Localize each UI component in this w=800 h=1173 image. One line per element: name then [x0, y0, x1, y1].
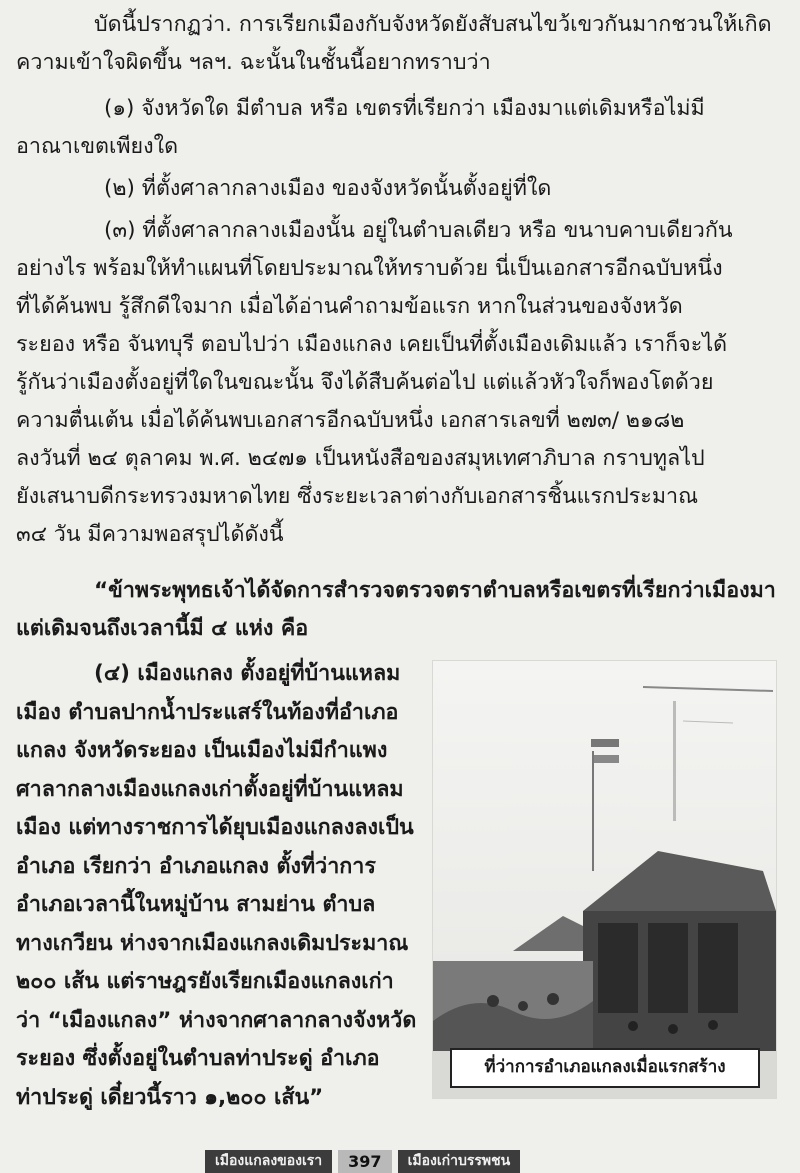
text-line: แกลง จังหวัดระยอง เป็นเมืองไม่มีกำแพง [16, 738, 388, 763]
footer-section-title: เมืองเก่าบรรพชน [398, 1150, 521, 1173]
page-number: 397 [338, 1150, 391, 1173]
text-line: (๒) ที่ตั้งศาลากลางเมือง ของจังหวัดนั้นตั้งอยู่ที่ใด [104, 176, 552, 201]
quote-paragraph [16, 572, 786, 648]
text-line: ศาลากลางเมืองแกลงเก่าตั้งอยู่ที่บ้านแหลม [16, 776, 404, 802]
text-line: ว่า “เมืองแกลง” ห่างจากศาลากลางจังหวัด [16, 1007, 417, 1033]
question-3 [16, 212, 786, 554]
text-line: ที่ได้ค้นพบ รู้สึกดีใจมาก เมื่อได้อ่านคำถามข้อแรก หากในส่วนของจังหวัด [16, 294, 683, 319]
text-line: บัดนี้ปรากฏว่า. การเรียกเมืองกับจังหวัดยังสับสนไขว้เขวกันมากชวนให้เกิด [94, 12, 772, 37]
text-line: ท่าประดู่ เดี๋ยวนี้ราว ๑,๒๐๐ เส้น” [16, 1084, 324, 1110]
text-line: (๔) เมืองแกลง ตั้งอยู่ที่บ้านแหลม [94, 661, 401, 686]
text-line: เมือง แต่ทางราชการได้ยุบเมืองแกลงลงเป็น [16, 815, 414, 840]
question-1 [16, 90, 786, 166]
text-line: อย่างไร พร้อมให้ทำแผนที่โดยประมาณให้ทราบด้วย นี่เป็นเอกสารอีกฉบับหนึ่ง [16, 256, 723, 281]
text-line: อาณาเขตเพียงใด [16, 134, 179, 159]
district-office-photo-illustration [433, 661, 776, 1098]
text-line: ความเข้าใจผิดขึ้น ฯลฯ. ฉะนั้นในชั้นนี้อยากทราบว่า [16, 50, 491, 75]
left-column-paragraph [16, 655, 426, 1117]
text-line: ๓๔ วัน มีความพอสรุปได้ดังนี้ [16, 522, 284, 547]
question-2 [16, 170, 786, 208]
photo-caption: ที่ว่าการอำเภอแกลงเมื่อแรกสร้าง [450, 1048, 760, 1088]
text-line: รู้กันว่าเมืองตั้งอยู่ที่ใดในขณะนั้น จึงได้สืบค้นต่อไป แต่แล้วหัวใจก็พองโตด้วย [16, 370, 714, 395]
text-line: ระยอง ซึ่งตั้งอยู่ในตำบลท่าประดู่ อำเภอ [16, 1046, 380, 1071]
text-line: แต่เดิมจนถึงเวลานี้มี ๔ แห่ง คือ [16, 616, 309, 641]
text-line: เมือง ตำบลปากน้ำประแสร์ในท้องที่อำเภอ [16, 699, 399, 725]
text-line: ทางเกวียน ห่างจากเมืองแกลงเดิมประมาณ [16, 930, 409, 956]
historic-photo [432, 660, 777, 1099]
text-line: ๒๐๐ เส้น แต่ราษฎรยังเรียกเมืองแกลงเก่า [16, 969, 394, 994]
text-line: อำเภอเวลานี้ในหมู่บ้าน สามย่าน ตำบล [16, 892, 376, 917]
text-line: ยังเสนาบดีกระทรวงมหาดไทย ซึ่งระยะเวลาต่างกับเอกสารชิ้นแรกประมาณ [16, 484, 699, 509]
text-line: ระยอง หรือ จันทบุรี ตอบไปว่า เมืองแกลง เคยเป็นที่ตั้งเมืองเดิมแล้ว เราก็จะได้ [16, 332, 728, 357]
text-line: (๑) จังหวัดใด มีตำบล หรือ เขตรที่เรียกว่า เมืองมาแต่เดิมหรือไม่มี [104, 96, 705, 121]
text-line: “ข้าพระพุทธเจ้าได้จัดการสำรวจตรวจตราตำบลหรือเขตรที่เรียกว่าเมืองมา [94, 578, 776, 603]
page-footer [205, 1150, 560, 1173]
text-line: อำเภอ เรียกว่า อำเภอแกลง ตั้งที่ว่าการ [16, 853, 376, 879]
intro-paragraph [16, 6, 786, 82]
text-line: ลงวันที่ ๒๔ ตุลาคม พ.ศ. ๒๔๗๑ เป็นหนังสือของสมุหเทศาภิบาล กราบทูลไป [16, 446, 705, 471]
text-line: ความตื่นเต้น เมื่อได้ค้นพบเอกสารอีกฉบับหนึ่ง เอกสารเลขที่ ๒๗๓/ ๒๑๘๒ [16, 408, 685, 433]
text-line: (๓) ที่ตั้งศาลากลางเมืองนั้น อยู่ในตำบลเดียว หรือ ขนาบคาบเดียวกัน [104, 218, 733, 243]
footer-book-title: เมืองแกลงของเรา [205, 1150, 332, 1173]
